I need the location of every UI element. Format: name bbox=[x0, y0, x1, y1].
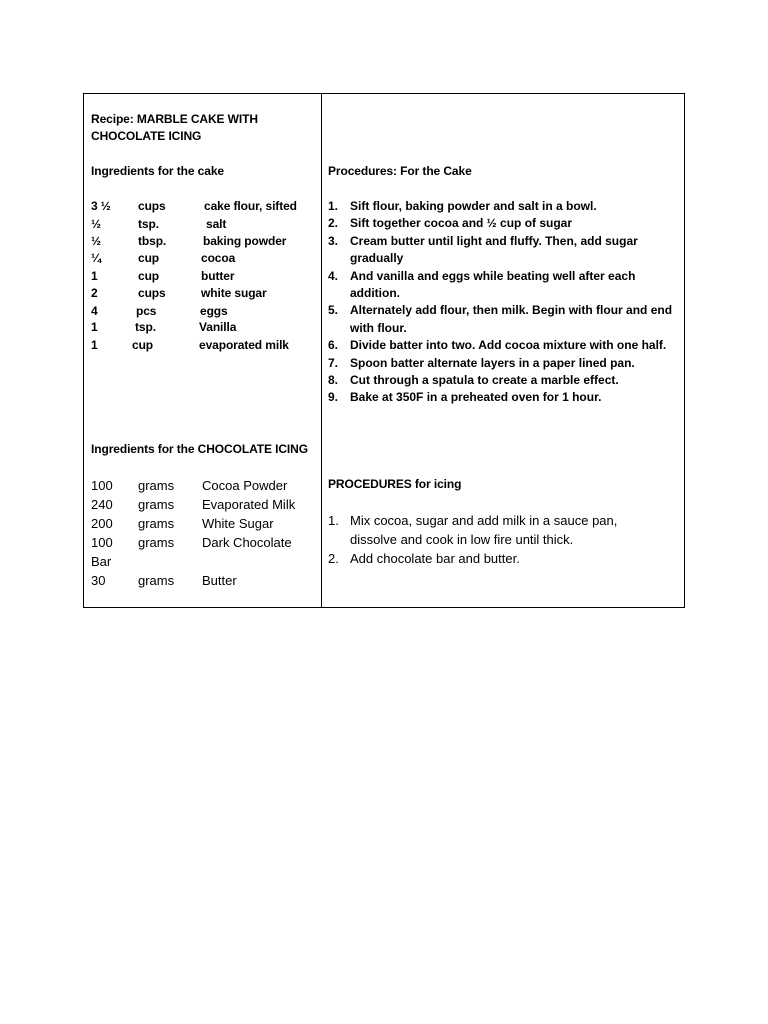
ingredient-row bbox=[91, 320, 316, 336]
icing-procedures-heading: PROCEDURES for icing bbox=[328, 477, 462, 491]
icing-unit: grams bbox=[138, 497, 175, 512]
ingredient-row bbox=[91, 234, 316, 250]
recipe-title-line1: Recipe: MARBLE CAKE WITH bbox=[91, 112, 258, 126]
step-number: 8. bbox=[328, 373, 339, 388]
icing-unit: grams bbox=[138, 478, 175, 493]
icing-procedure-step bbox=[328, 549, 680, 568]
ingredient-item: salt bbox=[206, 216, 227, 231]
step-number: 2. bbox=[328, 216, 339, 231]
ingredient-unit: tsp. bbox=[138, 216, 159, 231]
recipe-table bbox=[83, 93, 685, 608]
step-number: 3. bbox=[328, 233, 339, 248]
ingredient-unit: cup bbox=[138, 251, 160, 265]
ingredient-unit: pcs bbox=[136, 303, 157, 318]
procedure-step bbox=[328, 372, 680, 389]
ingredient-row bbox=[91, 251, 316, 267]
icing-qty: 100 bbox=[91, 535, 113, 550]
ingredient-qty: 4 bbox=[91, 303, 98, 318]
ingredient-qty: 1 bbox=[91, 338, 98, 352]
procedure-step bbox=[328, 337, 680, 354]
step-text-continued: with flour. bbox=[350, 320, 407, 335]
ingredient-item: white sugar bbox=[201, 286, 267, 300]
step-text: Cut through a spatula to create a marble effect. bbox=[350, 373, 619, 388]
icing-qty: 30 bbox=[91, 573, 106, 588]
procedure-step bbox=[328, 302, 680, 337]
ingredient-item: eggs bbox=[200, 303, 228, 318]
icing-qty: 240 bbox=[91, 497, 113, 512]
ingredient-unit: cups bbox=[138, 199, 166, 213]
icing-qty: 200 bbox=[91, 516, 113, 531]
ingredient-qty: ½ bbox=[91, 234, 101, 248]
step-text-continued: gradually bbox=[350, 251, 404, 266]
step-text-continued: addition. bbox=[350, 286, 400, 301]
ingredient-item: butter bbox=[201, 268, 235, 283]
cake-procedures-heading: Procedures: For the Cake bbox=[328, 164, 472, 178]
procedure-step bbox=[328, 215, 680, 232]
step-text: Spoon batter alternate layers in a paper lined pan. bbox=[350, 355, 635, 370]
icing-ingredient-row bbox=[91, 516, 316, 532]
procedure-step bbox=[328, 268, 680, 303]
icing-qty: 100 bbox=[91, 478, 113, 493]
icing-procedure-step bbox=[328, 511, 680, 549]
step-number: 5. bbox=[328, 303, 339, 318]
step-text: Cream butter until light and fluffy. Then, add sugar bbox=[350, 233, 638, 248]
step-number: 7. bbox=[328, 355, 339, 370]
icing-item: Cocoa Powder bbox=[202, 478, 288, 493]
step-text: Alternately add flour, then milk. Begin with flour and end bbox=[350, 303, 673, 318]
ingredient-qty: ½ bbox=[91, 216, 101, 231]
step-text-continued: dissolve and cook in low fire until thick. bbox=[350, 532, 574, 547]
ingredient-unit: cup bbox=[132, 338, 154, 352]
icing-item: Evaporated Milk bbox=[202, 497, 296, 512]
ingredient-item: cocoa bbox=[201, 251, 236, 265]
step-text: Bake at 350F in a preheated oven for 1 hour. bbox=[350, 390, 602, 405]
icing-ingredient-row bbox=[91, 573, 316, 589]
step-text: Sift flour, baking powder and salt in a bowl. bbox=[350, 199, 597, 213]
recipe-title-line2: CHOCOLATE ICING bbox=[91, 129, 202, 143]
cake-procedures-list bbox=[328, 198, 680, 407]
icing-unit: grams bbox=[138, 573, 175, 588]
icing-item: Dark Chocolate bbox=[202, 535, 292, 550]
icing-ingredient-row bbox=[91, 478, 316, 494]
step-number: 6. bbox=[328, 338, 339, 353]
ingredient-row bbox=[91, 304, 316, 320]
ingredient-row bbox=[91, 199, 316, 215]
procedure-step bbox=[328, 198, 680, 215]
ingredient-row bbox=[91, 338, 316, 354]
ingredient-unit: tbsp. bbox=[138, 234, 167, 248]
icing-qty: Bar bbox=[91, 554, 112, 569]
ingredient-qty: 3 ½ bbox=[91, 199, 111, 213]
step-number: 2. bbox=[328, 551, 339, 566]
column-divider bbox=[321, 94, 322, 607]
icing-item: Butter bbox=[202, 573, 237, 588]
step-number: 9. bbox=[328, 390, 339, 405]
ingredient-qty: 2 bbox=[91, 286, 98, 300]
right-column bbox=[328, 94, 680, 607]
ingredient-row bbox=[91, 217, 316, 233]
icing-unit: grams bbox=[138, 516, 175, 531]
step-text: Sift together cocoa and ½ cup of sugar bbox=[350, 216, 573, 231]
ingredient-item: cake flour, sifted bbox=[204, 199, 297, 213]
ingredient-unit: tsp. bbox=[135, 320, 156, 334]
ingredient-item: baking powder bbox=[203, 234, 287, 248]
ingredient-unit: cup bbox=[138, 268, 160, 283]
icing-item: White Sugar bbox=[202, 516, 274, 531]
step-number: 4. bbox=[328, 268, 339, 283]
icing-ingredient-row bbox=[91, 497, 316, 513]
step-text: Add chocolate bar and butter. bbox=[350, 551, 520, 566]
icing-ingredient-row bbox=[91, 554, 316, 570]
ingredient-unit: cups bbox=[138, 286, 166, 300]
step-number: 1. bbox=[328, 199, 339, 213]
ingredient-item: Vanilla bbox=[199, 320, 237, 334]
step-text: Mix cocoa, sugar and add milk in a sauce pan, bbox=[350, 513, 618, 528]
ingredient-qty: 1 bbox=[91, 268, 98, 283]
ingredient-qty: ¼ bbox=[91, 251, 101, 265]
ingredient-row bbox=[91, 286, 316, 302]
ingredient-row bbox=[91, 269, 316, 285]
step-text: Divide batter into two. Add cocoa mixture with one half. bbox=[350, 338, 667, 353]
step-text: And vanilla and eggs while beating well after each bbox=[350, 268, 636, 283]
icing-ingredient-row bbox=[91, 535, 316, 551]
procedure-step bbox=[328, 389, 680, 406]
procedure-step bbox=[328, 355, 680, 372]
cake-ingredients-heading: Ingredients for the cake bbox=[91, 164, 224, 178]
icing-ingredients-heading: Ingredients for the CHOCOLATE ICING bbox=[91, 442, 308, 456]
step-number: 1. bbox=[328, 513, 339, 528]
procedure-step bbox=[328, 233, 680, 268]
icing-unit: grams bbox=[138, 535, 175, 550]
left-column bbox=[91, 94, 316, 607]
ingredient-qty: 1 bbox=[91, 320, 98, 334]
icing-procedures-list bbox=[328, 511, 680, 568]
ingredient-item: evaporated milk bbox=[199, 338, 289, 352]
